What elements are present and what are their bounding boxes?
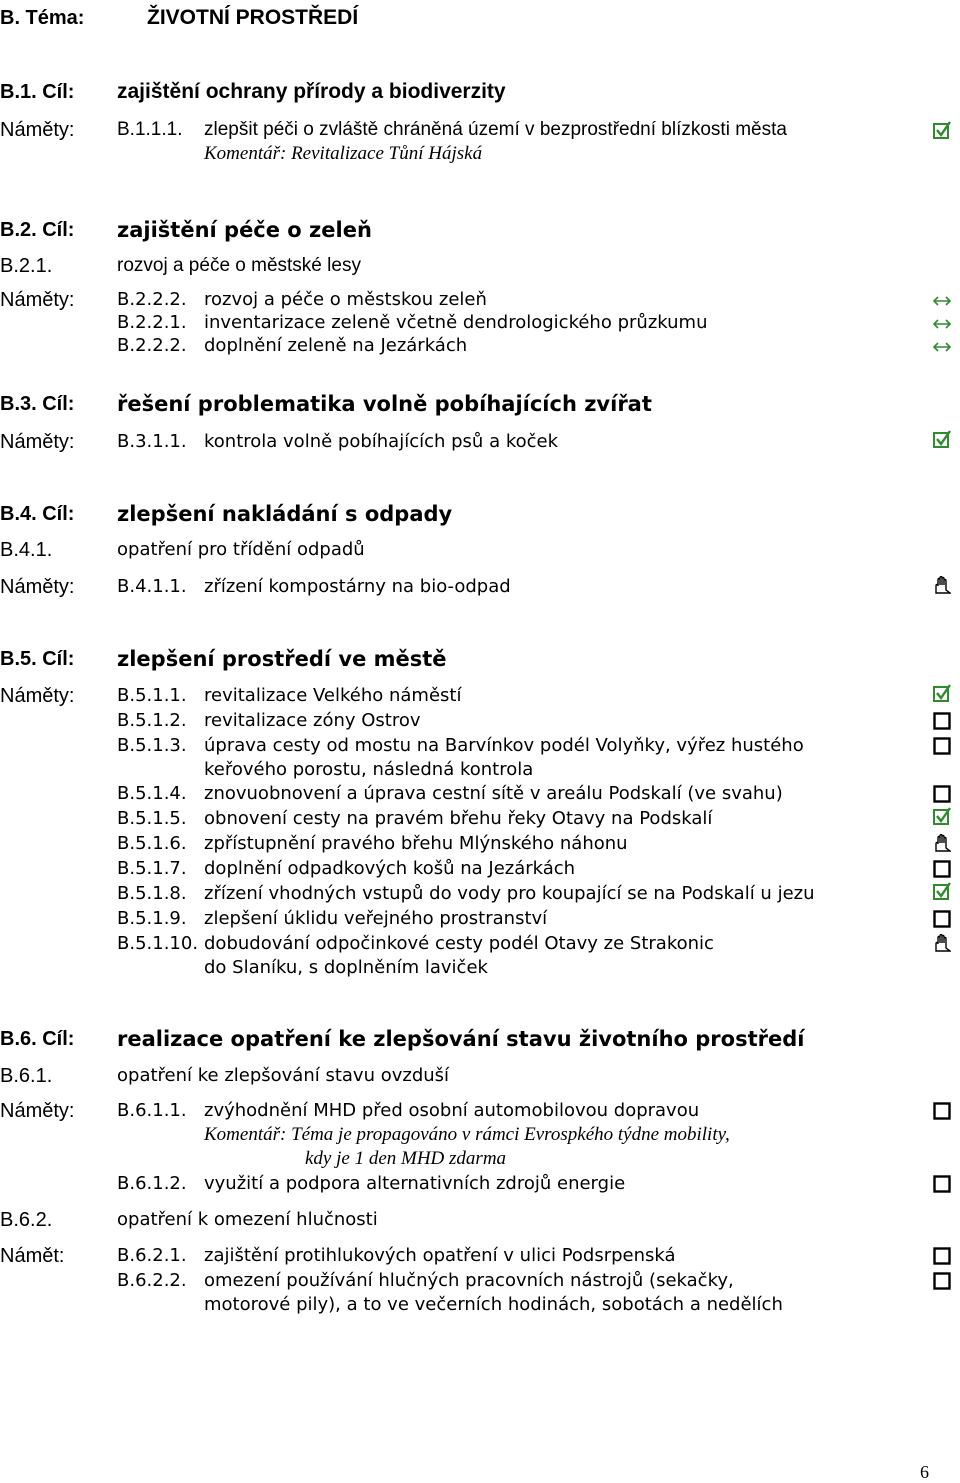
b4-item-text: zřízení kompostárny na bio-odpad <box>204 576 511 597</box>
b6-sub1-title: opatření ke zlepšování stavu ovzduší <box>117 1065 450 1086</box>
b4-title: zlepšení nakládání s odpady <box>117 502 453 526</box>
b5-item-text: úprava cesty od mostu na Barvínkov podél Volyňky, výřez hustého <box>204 735 804 756</box>
b2-label: B.2. Cíl: <box>0 219 75 241</box>
b4-item-num: B.4.1.1. <box>117 576 187 597</box>
writing-hand-icon <box>933 834 951 852</box>
b1-title: zajištění ochrany přírody a biodiverzity <box>117 80 506 103</box>
b1-namety-label: Náměty: <box>0 119 75 141</box>
b5-item-num: B.5.1.3. <box>117 735 187 756</box>
b5-item-num: B.5.1.6. <box>117 833 187 854</box>
b2-item-num: B.2.2.2. <box>117 335 187 356</box>
b3-title: řešení problematika volně pobíhajících zvířat <box>117 392 652 416</box>
b3-item-text: kontrola volně pobíhajících psů a koček <box>204 431 559 452</box>
open-box-icon <box>933 1272 951 1290</box>
b3-namety-label: Náměty: <box>0 431 75 453</box>
b5-item-num: B.5.1.10. <box>117 933 199 954</box>
b2-item-text: rozvoj a péče o městskou zeleň <box>204 289 487 310</box>
theme-label: B. Téma: <box>0 7 85 29</box>
writing-hand-icon <box>933 934 951 952</box>
b5-item-text: revitalizace Velkého náměstí <box>204 685 462 706</box>
b5-item-text: zpřístupnění pravého břehu Mlýnského náhonu <box>204 833 628 854</box>
open-box-icon <box>933 860 951 878</box>
theme-title: ŽIVOTNÍ PROSTŘEDÍ <box>147 6 359 29</box>
b5-item-text: znovuobnovení a úprava cestní sítě v areálu Podskalí (ve svahu) <box>204 783 783 804</box>
b5-item-num: B.5.1.1. <box>117 685 187 706</box>
b5-title: zlepšení prostředí ve městě <box>117 647 447 671</box>
b5-label: B.5. Cíl: <box>0 648 75 670</box>
b5-item-num: B.5.1.2. <box>117 710 187 731</box>
b5-item-text: obnovení cesty na pravém břehu řeky Otavy na Podskalí <box>204 808 713 829</box>
b6-comment-continued: kdy je 1 den MHD zdarma <box>305 1148 507 1169</box>
b5-item-text: zlepšení úklidu veřejného prostranství <box>204 908 548 929</box>
b1-item-text: zlepšit péči o zvláště chráněná území v bezprostřední blízkosti města <box>204 119 787 140</box>
b6-label: B.6. Cíl: <box>0 1028 75 1050</box>
b5-item-text-continued: keřového porostu, následná kontrola <box>204 759 534 780</box>
b2-namety-label: Náměty: <box>0 289 75 311</box>
b4-namety-label: Náměty: <box>0 576 75 598</box>
open-box-icon <box>933 910 951 928</box>
b2-title: zajištění péče o zeleň <box>117 218 372 242</box>
b6-namet-label: Námět: <box>0 1245 65 1267</box>
b4-label: B.4. Cíl: <box>0 503 75 525</box>
b6-comment: Komentář: Téma je propagováno v rámci Evrospkého týdne mobility, <box>204 1124 730 1145</box>
arrow-both-icon <box>933 338 951 356</box>
b6-sub2-num: B.6.2. <box>0 1209 53 1231</box>
b6-item-text-continued: motorové pily), a to ve večerních hodinách, sobotách a nedělích <box>204 1294 783 1315</box>
b6-item-num: B.6.2.2. <box>117 1270 187 1291</box>
b1-item-num: B.1.1.1. <box>117 119 183 140</box>
b4-sub-title: opatření pro třídění odpadů <box>117 539 365 560</box>
b2-item-text: inventarizace zeleně včetně dendrologického průzkumu <box>204 312 708 333</box>
check-done-icon <box>933 882 951 900</box>
check-done-icon <box>933 684 951 702</box>
b6-sub1-num: B.6.1. <box>0 1065 53 1087</box>
b6-item-num: B.6.2.1. <box>117 1245 187 1266</box>
b5-item-num: B.5.1.4. <box>117 783 187 804</box>
arrow-both-icon <box>933 315 951 333</box>
b6-item-num: B.6.1.2. <box>117 1173 187 1194</box>
b6-item-text: využití a podpora alternativních zdrojů energie <box>204 1173 626 1194</box>
b2-sub-num: B.2.1. <box>0 255 53 277</box>
b5-item-text: zřízení vhodných vstupů do vody pro koupající se na Podskalí u jezu <box>204 883 815 904</box>
check-done-icon <box>933 430 951 448</box>
b6-item-text: zajištění protihlukových opatření v ulici Podsrpenská <box>204 1245 676 1266</box>
open-box-icon <box>933 1102 951 1120</box>
b6-namety-label: Náměty: <box>0 1100 75 1122</box>
open-box-icon <box>933 712 951 730</box>
b5-item-text: doplnění odpadkových košů na Jezárkách <box>204 858 576 879</box>
b5-item-text-continued: do Slaníku, s doplněním laviček <box>204 957 488 978</box>
b5-item-text: dobudování odpočinkové cesty podél Otavy ze Strakonic <box>204 933 714 954</box>
b6-item-text: zvýhodnění MHD před osobní automobilovou dopravou <box>204 1100 700 1121</box>
b5-namety-label: Náměty: <box>0 685 75 707</box>
page-number: 6 <box>920 1462 929 1482</box>
check-done-icon <box>933 807 951 825</box>
b2-item-num: B.2.2.1. <box>117 312 187 333</box>
b1-comment: Komentář: Revitalizace Tůní Hájská <box>204 143 483 164</box>
arrow-both-icon <box>933 292 951 310</box>
b5-item-num: B.5.1.7. <box>117 858 187 879</box>
check-done-icon <box>933 121 951 139</box>
b3-item-num: B.3.1.1. <box>117 431 187 452</box>
b6-item-num: B.6.1.1. <box>117 1100 187 1121</box>
b2-item-text: doplnění zeleně na Jezárkách <box>204 335 468 356</box>
open-box-icon <box>933 785 951 803</box>
b1-label: B.1. Cíl: <box>0 81 75 103</box>
b6-title: realizace opatření ke zlepšování stavu životního prostředí <box>117 1027 805 1051</box>
b2-item-num: B.2.2.2. <box>117 289 187 310</box>
b5-item-text: revitalizace zóny Ostrov <box>204 710 421 731</box>
b6-item-text: omezení používání hlučných pracovních nástrojů (sekačky, <box>204 1270 734 1291</box>
b2-sub-title: rozvoj a péče o městské lesy <box>117 255 361 276</box>
open-box-icon <box>933 737 951 755</box>
b6-sub2-title: opatření k omezení hlučnosti <box>117 1209 378 1230</box>
b5-item-num: B.5.1.8. <box>117 883 187 904</box>
b5-item-num: B.5.1.9. <box>117 908 187 929</box>
writing-hand-icon <box>933 576 951 594</box>
b4-sub-num: B.4.1. <box>0 539 53 561</box>
b3-label: B.3. Cíl: <box>0 393 75 415</box>
open-box-icon <box>933 1247 951 1265</box>
b5-item-num: B.5.1.5. <box>117 808 187 829</box>
open-box-icon <box>933 1175 951 1193</box>
